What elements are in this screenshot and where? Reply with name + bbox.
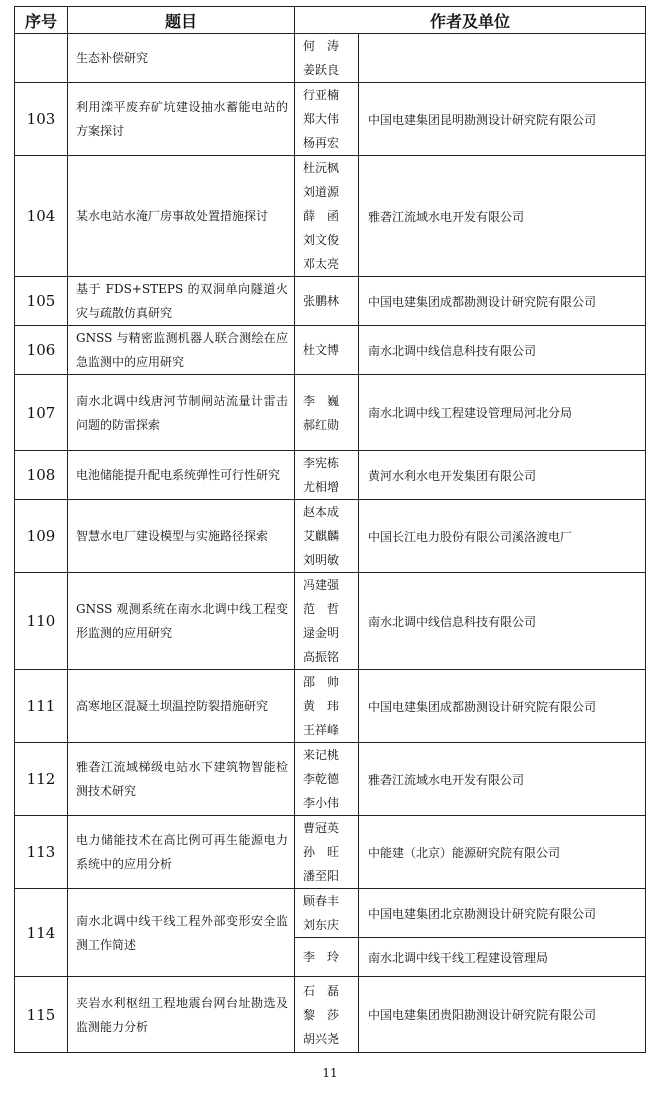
row-number: 113	[15, 816, 68, 889]
author-name: 薛 函	[303, 209, 340, 223]
row-number: 103	[15, 83, 68, 156]
table-row	[15, 326, 646, 375]
author-name: 尤相增	[303, 480, 340, 494]
paper-title: 智慧水电厂建设模型与实施路径探索	[68, 500, 295, 573]
author-unit: 雅砻江流域水电开发有限公司	[359, 743, 646, 816]
author-unit: 中国长江电力股份有限公司溪洛渡电厂	[359, 500, 646, 573]
author-name: 行亚楠	[303, 88, 340, 102]
paper-title: 高寒地区混凝土坝温控防裂措施研究	[68, 670, 295, 743]
author-cell	[295, 816, 359, 889]
author-name: 石 磊	[303, 983, 340, 998]
table-row	[15, 34, 646, 83]
table-row	[15, 743, 646, 816]
author-unit: 中国电建集团昆明勘测设计研究院有限公司	[359, 83, 646, 156]
author-name: 杜沅枫	[303, 161, 340, 175]
author-unit: 南水北调中线信息科技有限公司	[359, 326, 646, 375]
author-cell	[295, 156, 359, 277]
author-cell	[295, 451, 359, 500]
paper-title: 雅砻江流域梯级电站水下建筑物智能检测技术研究	[68, 743, 295, 816]
paper-title: GNSS 观测系统在南水北调中线工程变形监测的应用研究	[68, 573, 295, 670]
table-row	[15, 816, 646, 889]
author-unit: 南水北调中线干线工程建设管理局	[359, 938, 646, 977]
author-name: 曹冠英	[303, 821, 340, 835]
header-no: 序号	[15, 7, 68, 34]
author-unit: 中能建（北京）能源研究院有限公司	[359, 816, 646, 889]
author-name: 张鹏林	[303, 294, 340, 308]
author-name: 李 玲	[303, 950, 340, 964]
row-number: 114	[15, 889, 68, 977]
author-name: 邓太亮	[303, 257, 340, 271]
author-unit: 中国电建集团北京勘测设计研究院有限公司	[359, 889, 646, 938]
paper-title: 生态补偿研究	[68, 34, 295, 83]
table-row	[15, 500, 646, 573]
author-name: 高振铭	[303, 650, 340, 664]
row-number: 112	[15, 743, 68, 816]
paper-title: 某水电站水淹厂房事故处置措施探讨	[68, 156, 295, 277]
row-number: 104	[15, 156, 68, 277]
table-row	[15, 889, 646, 938]
author-name: 刘明敏	[303, 553, 340, 567]
author-name: 李 巍	[303, 393, 340, 408]
author-unit: 中国电建集团贵阳勘测设计研究院有限公司	[359, 977, 646, 1053]
author-name: 何 涛	[303, 39, 340, 53]
table-row	[15, 277, 646, 326]
paper-title: 南水北调中线干线工程外部变形安全监测工作简述	[68, 889, 295, 977]
paper-title: 电力储能技术在高比例可再生能源电力系统中的应用分析	[68, 816, 295, 889]
author-cell	[295, 326, 359, 375]
row-number: 106	[15, 326, 68, 375]
table-row	[15, 83, 646, 156]
author-name: 杜文博	[303, 343, 340, 357]
author-name: 胡兴尧	[303, 1031, 340, 1046]
paper-title: 夹岩水利枢纽工程地震台网台址勘选及监测能力分析	[68, 977, 295, 1053]
row-number	[15, 34, 68, 83]
table-row	[15, 375, 646, 451]
header-author-unit: 作者及单位	[295, 7, 646, 34]
page-number: 11	[322, 1066, 338, 1080]
author-unit: 南水北调中线工程建设管理局河北分局	[359, 375, 646, 451]
author-name: 冯建强	[303, 578, 340, 592]
author-unit: 中国电建集团成都勘测设计研究院有限公司	[359, 277, 646, 326]
author-name: 李乾德	[303, 772, 340, 786]
author-name: 潘至阳	[303, 869, 340, 883]
table-row	[15, 670, 646, 743]
author-unit: 雅砻江流域水电开发有限公司	[359, 156, 646, 277]
row-number: 111	[15, 670, 68, 743]
author-name: 邵 帅	[303, 675, 340, 689]
author-name: 郑大伟	[303, 112, 340, 126]
table-row	[15, 977, 646, 1053]
row-number: 105	[15, 277, 68, 326]
author-cell	[295, 83, 359, 156]
author-name: 孙 旺	[303, 845, 340, 859]
author-cell	[295, 573, 359, 670]
paper-title: 基于 FDS+STEPS 的双洞单向隧道火灾与疏散仿真研究	[68, 277, 295, 326]
table-row	[15, 573, 646, 670]
paper-title: GNSS 与精密监测机器人联合测绘在应急监测中的应用研究	[68, 326, 295, 375]
author-name: 郝红勋	[303, 417, 340, 432]
author-name: 赵本成	[303, 505, 340, 519]
author-cell	[295, 277, 359, 326]
author-cell	[295, 34, 359, 83]
author-cell	[295, 938, 359, 977]
author-cell	[295, 889, 359, 938]
table-body	[15, 34, 646, 1053]
row-number: 108	[15, 451, 68, 500]
author-name: 刘道源	[303, 185, 340, 199]
paper-list-table	[14, 6, 646, 1053]
table-row	[15, 451, 646, 500]
author-name: 黄 玮	[303, 699, 340, 713]
author-name: 来记桃	[303, 748, 340, 762]
author-cell	[295, 743, 359, 816]
row-number: 110	[15, 573, 68, 670]
header-row	[15, 7, 646, 34]
author-unit	[359, 34, 646, 83]
row-number: 115	[15, 977, 68, 1053]
header-title: 题目	[68, 7, 295, 34]
author-name: 姜跃良	[303, 63, 340, 77]
author-name: 李小伟	[303, 796, 340, 810]
paper-title: 电池储能提升配电系统弹性可行性研究	[68, 451, 295, 500]
author-cell	[295, 977, 359, 1053]
author-cell	[295, 670, 359, 743]
author-name: 顾春丰	[303, 894, 340, 908]
author-name: 刘东庆	[303, 918, 340, 932]
paper-title: 南水北调中线唐河节制闸站流量计雷击问题的防雷探索	[68, 375, 295, 451]
author-unit: 黄河水利水电开发集团有限公司	[359, 451, 646, 500]
row-number: 109	[15, 500, 68, 573]
table-row	[15, 156, 646, 277]
row-number: 107	[15, 375, 68, 451]
author-name: 杨再宏	[303, 136, 340, 150]
author-cell	[295, 375, 359, 451]
author-unit: 中国电建集团成都勘测设计研究院有限公司	[359, 670, 646, 743]
author-cell	[295, 500, 359, 573]
author-name: 刘文俊	[303, 233, 340, 247]
author-name: 王祥峰	[303, 723, 340, 737]
author-name: 李宪栋	[303, 456, 340, 470]
author-name: 范 哲	[303, 602, 340, 616]
author-name: 黎 莎	[303, 1007, 340, 1022]
author-unit: 南水北调中线信息科技有限公司	[359, 573, 646, 670]
author-name: 艾麒麟	[303, 529, 340, 543]
author-name: 逯金明	[303, 626, 340, 640]
paper-title: 利用滦平废弃矿坑建设抽水蓄能电站的方案探讨	[68, 83, 295, 156]
